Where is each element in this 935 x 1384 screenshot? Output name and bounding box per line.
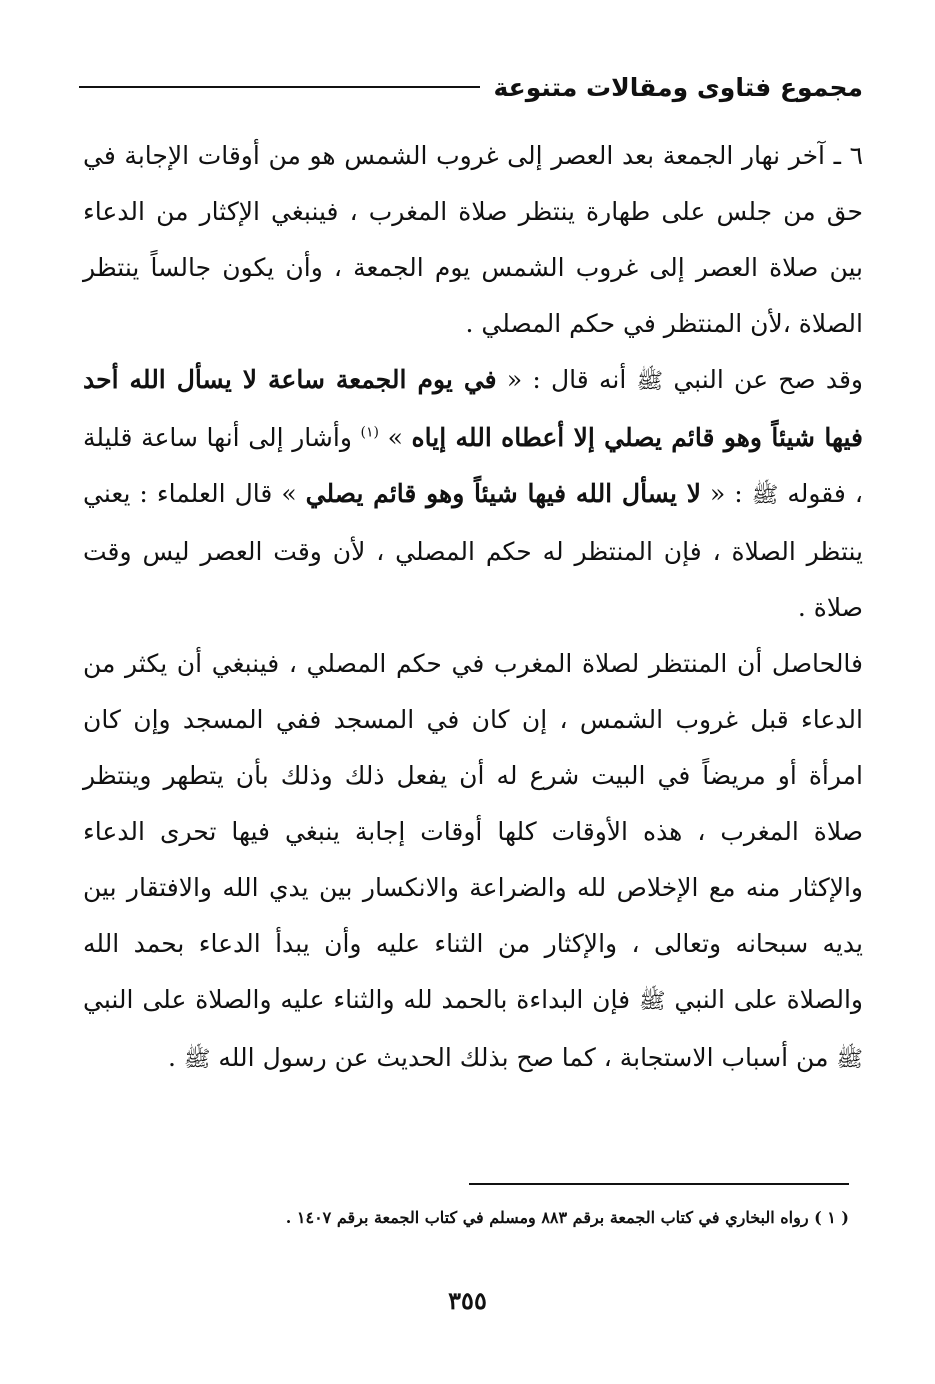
quote-close: » — [387, 423, 403, 452]
salutation-glyph: ﷺ — [751, 483, 779, 508]
paragraph-text: : « — [710, 479, 743, 508]
paragraph-text: فالحاصل أن المنتظر لصلاة المغرب في حكم المصلي ، فينبغي أن يكثر من الدعاء قبل غروب الشمس ، إن كان في المسجد ففي المسجد وإن كان امرأة أو مريضاً في البيت شرع له أن يفعل ذلك وذلك بأن يتطهر وينتظر صلاة المغرب ، هذه الأوقات كلها أوقات إجابة ينبغي فيها تحرى الدعاء والإكثار منه مع الإخلاص لله والضراعة والانكسار بين يدي الله والافتقار بين يديه سبحانه وتعالى ، والإكثار من الثناء عليه وأن يبدأ الدعاء بحمد الله والصلاة على النبي — [83, 649, 863, 1014]
salutation-glyph: ﷺ — [638, 989, 666, 1014]
salutation-glyph: ﷺ — [636, 369, 664, 394]
header-rule — [79, 86, 480, 88]
paragraph-text: من أسباب الاستجابة ، كما صح بذلك الحديث عن رسول الله — [218, 1043, 829, 1072]
hadith-quote: لا يسأل الله فيها شيئاً وهو قائم يصلي — [305, 479, 701, 508]
paragraph-text: » قال العلماء : يعني ينتظر الصلاة ، فإن المنتظر له حكم المصلي ، لأن وقت العصر ليس وقت صلاة . — [83, 479, 863, 622]
paragraph-text: وقد صح عن النبي — [673, 365, 863, 394]
paragraph-text: أنه قال : « — [506, 365, 627, 394]
running-header — [73, 62, 863, 112]
footnote-rule — [469, 1183, 849, 1185]
paragraph-hadith — [83, 352, 863, 636]
footnote: ( ١ ) رواه البخاري في كتاب الجمعة برقم ٨٨٣ ومسلم في كتاب الجمعة برقم ١٤٠٧ . — [285, 1208, 849, 1227]
paragraph-text: ٦ ـ آخر نهار الجمعة بعد العصر إلى غروب الشمس هو من أوقات الإجابة في حق من جلس على طهارة ينتظر صلاة المغرب ، فينبغي الإكثار من الدعاء بين صلاة العصر إلى غروب الشمس يوم الجمعة ، وأن يكون جالساً ينتظر الصلاة ،لأن المنتظر في حكم المصلي . — [83, 141, 863, 338]
page-number: ٣٥٥ — [448, 1286, 487, 1315]
hadith-quote: في يوم الجمعة ساعة لا يسأل الله أحد فيها شيئاً وهو قائم يصلي إلا أعطاه الله إياه — [83, 365, 864, 452]
salutation-glyph: ﷺ — [836, 1047, 863, 1072]
paragraph-text: وأشار إلى أنها ساعة قليلة ، فقوله — [83, 423, 863, 508]
footnote-ref[interactable]: (١) — [360, 424, 379, 441]
running-title: مجموع فتاوى ومقالات متنوعة — [493, 72, 863, 102]
paragraph-text: فإن البداءة بالحمد لله والثناء عليه والصلاة على النبي — [83, 985, 631, 1014]
paragraph-text: . — [167, 1043, 176, 1072]
body-text — [83, 128, 863, 1088]
paragraph-conclusion — [83, 636, 863, 1088]
paragraph-item-6 — [83, 128, 863, 352]
salutation-glyph: ﷺ — [183, 1047, 211, 1072]
